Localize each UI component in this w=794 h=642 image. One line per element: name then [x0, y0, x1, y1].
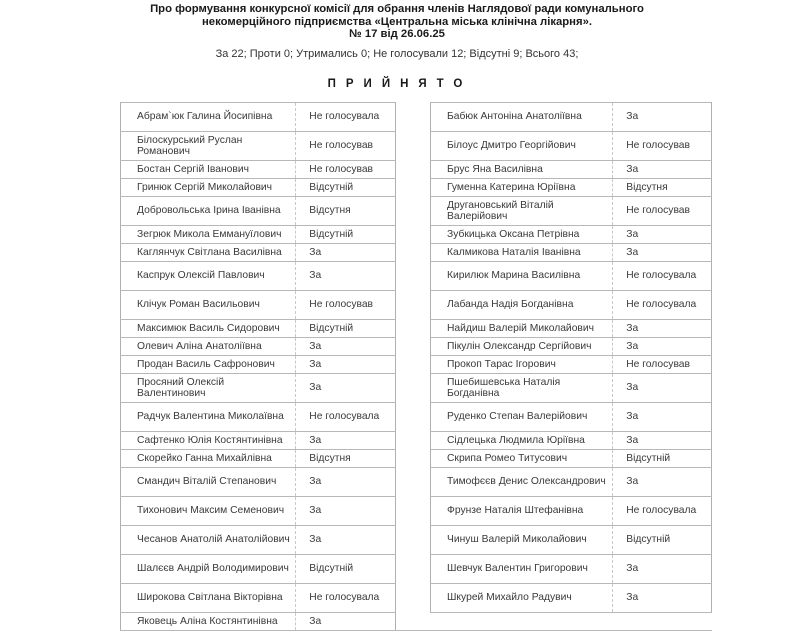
table-row	[121, 244, 396, 262]
member-vote: Відсутня	[613, 179, 712, 197]
member-name: Гринюк Сергій Миколайович	[121, 179, 296, 197]
title-line-1: Про формування конкурсної комісії для обрання членів Наглядової ради комунального	[150, 3, 644, 15]
votes-table-left-body	[121, 103, 396, 631]
member-name: Кирилюк Марина Василівна	[431, 262, 613, 291]
table-row	[431, 374, 712, 403]
member-name: Широкова Світлана Вікторівна	[121, 584, 296, 613]
table-row	[431, 179, 712, 197]
table-row	[431, 450, 712, 468]
member-name: Чинуш Валерій Миколайович	[431, 526, 613, 555]
member-vote: Відсутній	[296, 555, 396, 584]
member-name: Білоус Дмитро Георгійович	[431, 132, 613, 161]
member-vote: За	[296, 374, 396, 403]
table-row	[121, 197, 396, 226]
member-vote: Відсутня	[296, 197, 396, 226]
member-vote: За	[296, 613, 396, 631]
member-name: Клічук Роман Васильович	[121, 291, 296, 320]
table-row	[431, 132, 712, 161]
table-row	[431, 320, 712, 338]
member-vote: За	[613, 338, 712, 356]
member-vote: Відсутня	[296, 450, 396, 468]
member-vote: За	[613, 161, 712, 179]
bottom-divider	[120, 630, 712, 631]
table-row	[431, 161, 712, 179]
member-vote: За	[613, 584, 712, 613]
table-row	[431, 338, 712, 356]
votes-table-left	[120, 102, 396, 631]
votes-table-right	[430, 102, 712, 613]
member-vote: За	[296, 432, 396, 450]
member-vote: Відсутній	[613, 450, 712, 468]
member-name: Фрунзе Наталія Штефанівна	[431, 497, 613, 526]
table-row	[431, 526, 712, 555]
member-vote: За	[613, 468, 712, 497]
member-vote: За	[296, 338, 396, 356]
member-name: Гуменна Катерина Юріївна	[431, 179, 613, 197]
member-name: Пшебишевська Наталія Богданівна	[431, 374, 613, 403]
member-name: Просяний Олексій Валентинович	[121, 374, 296, 403]
member-name: Бостан Сергій Іванович	[121, 161, 296, 179]
member-name: Калмикова Наталія Іванівна	[431, 244, 613, 262]
member-name: Скорейко Ганна Михайлівна	[121, 450, 296, 468]
member-name: Сафтенко Юлія Костянтинівна	[121, 432, 296, 450]
table-row	[121, 555, 396, 584]
member-vote: За	[613, 403, 712, 432]
table-row	[121, 132, 396, 161]
vote-result: ПРИЙНЯТО	[327, 78, 473, 90]
table-row	[431, 197, 712, 226]
table-row	[431, 262, 712, 291]
member-vote: За	[296, 468, 396, 497]
table-row	[121, 262, 396, 291]
title-line-2: некомерційного підприємства «Центральна міська клінічна лікарня».	[201, 15, 593, 28]
table-row	[431, 356, 712, 374]
member-vote: Не голосував	[613, 132, 712, 161]
member-vote: За	[613, 374, 712, 403]
member-name: Каглянчук Світлана Василівна	[121, 244, 296, 262]
member-name: Шалєєв Андрій Володимирович	[121, 555, 296, 584]
vote-summary: За 22; Проти 0; Утримались 0; Не голосували 12; Відсутні 9; Всього 43;	[215, 48, 579, 60]
member-vote: Відсутній	[613, 526, 712, 555]
member-name: Продан Василь Сафронович	[121, 356, 296, 374]
member-vote: Не голосувала	[296, 403, 396, 432]
table-row	[121, 338, 396, 356]
table-row	[121, 403, 396, 432]
member-vote: Не голосував	[613, 197, 712, 226]
member-vote: За	[296, 262, 396, 291]
member-name: Шкурей Михайло Радувич	[431, 584, 613, 613]
table-row	[431, 497, 712, 526]
member-name: Олевич Аліна Анатоліївна	[121, 338, 296, 356]
table-row	[121, 179, 396, 197]
table-row	[121, 356, 396, 374]
table-row	[121, 432, 396, 450]
member-vote: Не голосував	[296, 161, 396, 179]
table-row	[431, 291, 712, 320]
member-name: Чесанов Анатолій Анатолійович	[121, 526, 296, 555]
table-row	[431, 226, 712, 244]
member-vote: Не голосувала	[296, 584, 396, 613]
member-name: Радчук Валентина Миколаївна	[121, 403, 296, 432]
member-name: Тихонович Максим Семенович	[121, 497, 296, 526]
member-name: Бабюк Антоніна Анатоліївна	[431, 103, 613, 132]
table-row	[121, 320, 396, 338]
table-row	[121, 526, 396, 555]
member-name: Яковець Аліна Костянтинівна	[121, 613, 296, 631]
table-row	[431, 555, 712, 584]
table-row	[121, 450, 396, 468]
member-vote: За	[296, 356, 396, 374]
member-vote: Відсутній	[296, 320, 396, 338]
member-vote: За	[296, 244, 396, 262]
table-row	[431, 403, 712, 432]
member-vote: За	[613, 555, 712, 584]
table-row	[121, 161, 396, 179]
table-row	[431, 584, 712, 613]
member-vote: Не голосував	[296, 132, 396, 161]
member-name: Абрам`юк Галина Йосипівна	[121, 103, 296, 132]
member-vote: Не голосувала	[613, 291, 712, 320]
table-row	[121, 613, 396, 631]
member-name: Шевчук Валентин Григорович	[431, 555, 613, 584]
member-name: Смандич Віталій Степанович	[121, 468, 296, 497]
member-vote: Не голосувала	[613, 497, 712, 526]
member-name: Зегрюк Микола Еммануїлович	[121, 226, 296, 244]
table-row	[121, 374, 396, 403]
member-name: Прокоп Тарас Ігорович	[431, 356, 613, 374]
member-name: Друганoвський Віталій Валерійович	[431, 197, 613, 226]
member-name: Скрипа Ромео Титусович	[431, 450, 613, 468]
member-vote: Відсутній	[296, 179, 396, 197]
table-row	[121, 103, 396, 132]
member-name: Брус Яна Василівна	[431, 161, 613, 179]
member-name: Тимофєєв Денис Олександрович	[431, 468, 613, 497]
table-row	[121, 226, 396, 244]
member-vote: Не голосувала	[613, 262, 712, 291]
member-name: Руденко Степан Валерійович	[431, 403, 613, 432]
member-vote: За	[613, 320, 712, 338]
member-name: Найдиш Валерій Миколайович	[431, 320, 613, 338]
table-row	[121, 497, 396, 526]
member-vote: За	[613, 103, 712, 132]
member-vote: За	[296, 526, 396, 555]
member-name: Білоскурський Руслан Романович	[121, 132, 296, 161]
member-vote: Не голосувала	[296, 103, 396, 132]
title-line-3: № 17 від 26.06.25	[349, 28, 445, 40]
member-vote: Не голосував	[613, 356, 712, 374]
votes-table-right-body	[431, 103, 712, 613]
member-name: Зубкицька Оксана Петрівна	[431, 226, 613, 244]
table-row	[121, 291, 396, 320]
member-name: Добровольська Ірина Іванівна	[121, 197, 296, 226]
document-title	[0, 3, 794, 41]
table-row	[431, 244, 712, 262]
table-row	[121, 584, 396, 613]
member-vote: За	[613, 226, 712, 244]
table-row	[431, 103, 712, 132]
member-name: Каспрук Олексій Павлович	[121, 262, 296, 291]
member-vote: За	[613, 244, 712, 262]
member-vote: За	[613, 432, 712, 450]
member-name: Лабанда Надія Богданівна	[431, 291, 613, 320]
member-vote: За	[296, 497, 396, 526]
table-row	[121, 468, 396, 497]
member-name: Пікулін Олександр Сергійович	[431, 338, 613, 356]
member-name: Сідлецька Людмила Юріївна	[431, 432, 613, 450]
member-name: Максимюк Василь Сидорович	[121, 320, 296, 338]
member-vote: Не голосував	[296, 291, 396, 320]
table-row	[431, 468, 712, 497]
member-vote: Відсутній	[296, 226, 396, 244]
table-row	[431, 432, 712, 450]
